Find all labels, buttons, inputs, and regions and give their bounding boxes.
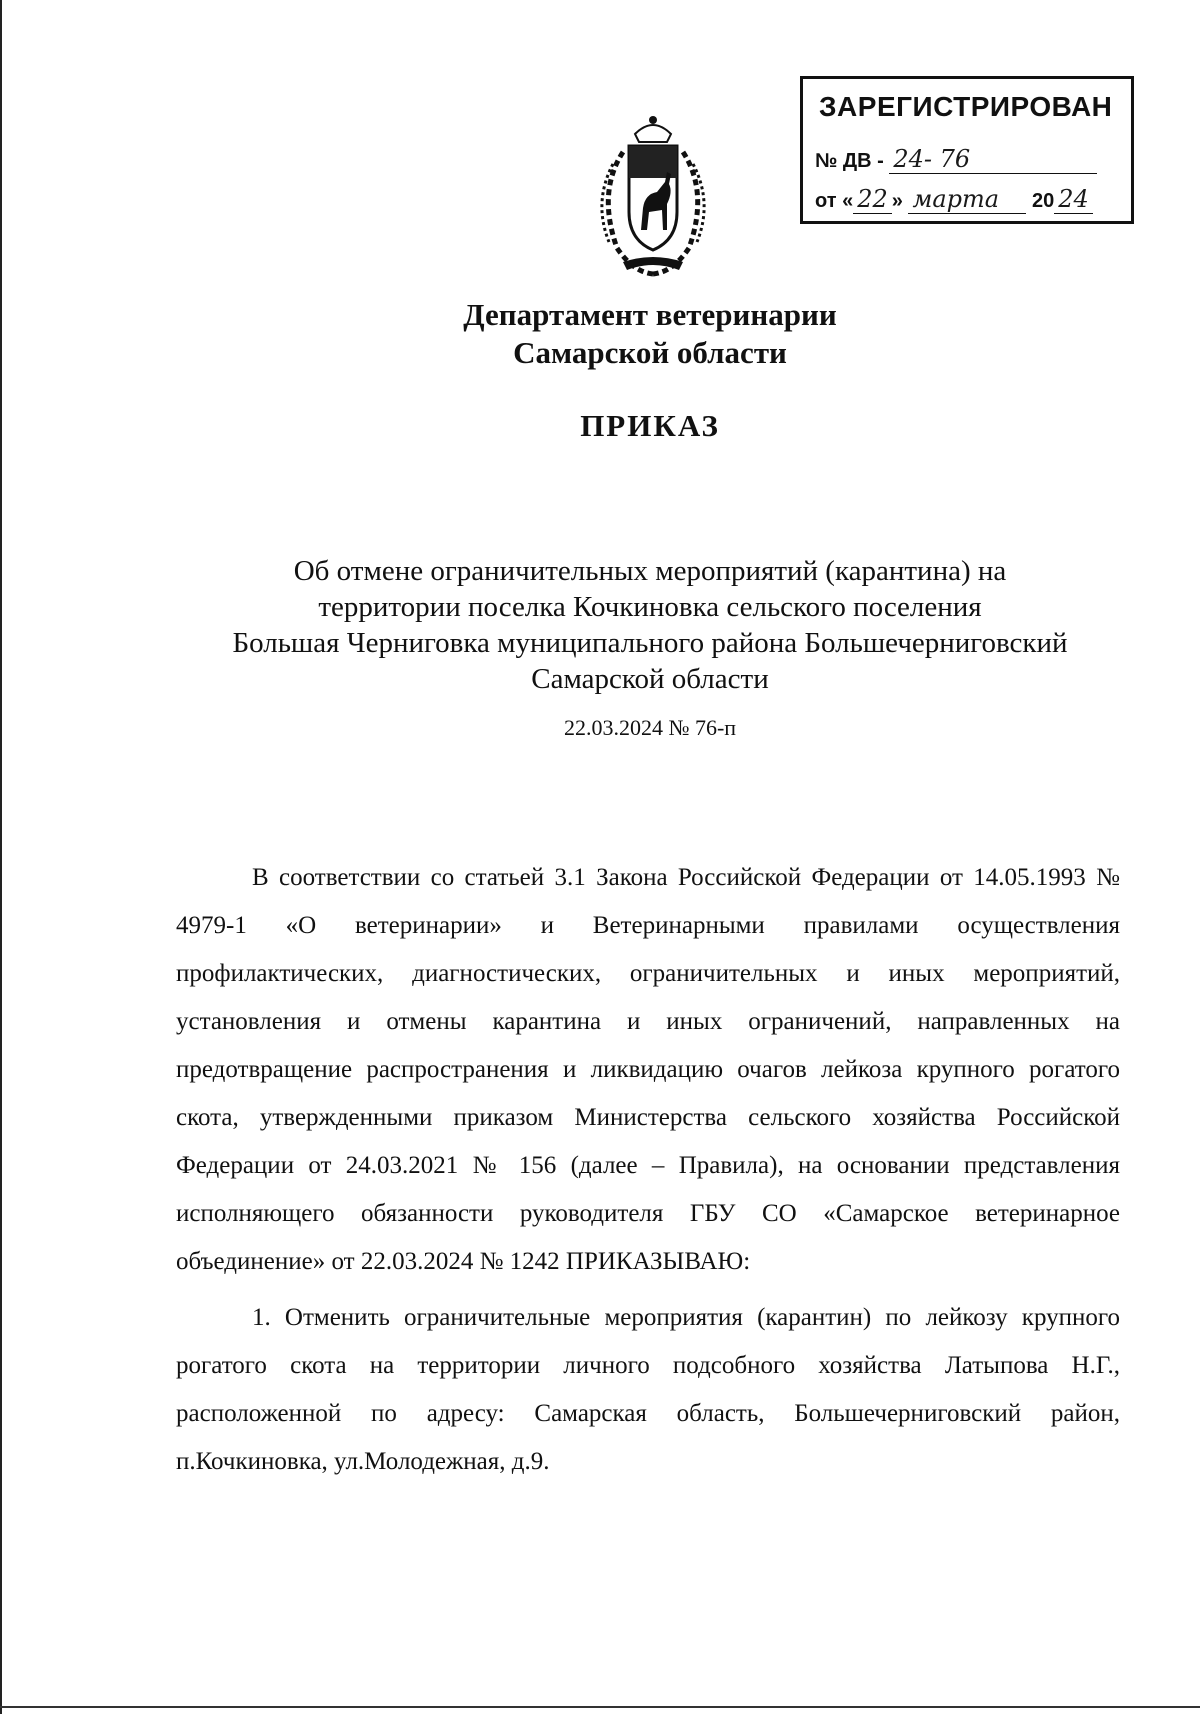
subject-line-2: территории поселка Кочкиновка сельского поселения bbox=[318, 591, 982, 623]
stamp-number-label: № ДВ - bbox=[815, 150, 884, 172]
department-line-2: Самарской области bbox=[513, 335, 787, 370]
scan-bottom-line bbox=[0, 1706, 1200, 1708]
subject-line-3: Большая Черниговка муниципального района Большечерниговский bbox=[232, 627, 1068, 659]
order-body bbox=[176, 854, 1120, 1486]
order-date-number: 22.03.2024 № 76-п bbox=[563, 715, 737, 740]
stamp-title: ЗАРЕГИСТРИРОВАН bbox=[819, 91, 1113, 122]
scan-edge-line bbox=[0, 0, 2, 1714]
order-subject bbox=[0, 553, 1200, 697]
stamp-date-month: марта bbox=[908, 185, 1026, 214]
stamp-date-year-prefix: 20 bbox=[1032, 190, 1055, 212]
stamp-number-handwritten: 24- 76 bbox=[889, 145, 1097, 174]
stamp-date-year-suffix: 24 bbox=[1054, 185, 1093, 214]
order-item-1: 1. Отменить ограничительные мероприятия (карантин) по лейкозу крупного рогатого скота на территории личного подсобного хозяйства Латыпова Н.Г., расположенной по адресу: Самарская область, Большечерниговский район, п.Кочкиновка, ул.Молодежная, д.9. bbox=[176, 1304, 1120, 1475]
preamble-paragraph: В соответствии со статьей 3.1 Закона Российской Федерации от 14.05.1993 № 4979-1 «О ветеринарии» и Ветеринарными правилами осуществления профилактических, диагностических, ограничительных и иных мероприятий, установления и отмены карантина и иных ограничений, направленных на предотвращение распространения и ликвидацию очагов лейкоза крупного рогатого скота, утвержденными приказом Министерства сельского хозяйства Российской Федерации от 24.03.2021 № 156 (далее – Правила), на основании представления исполняющего обязанности руководителя ГБУ СО «Самарское ветеринарное объединение» от 22.03.2024 № 1242 ПРИКАЗЫВАЮ: bbox=[176, 864, 1120, 1275]
department-line-1: Департамент ветеринарии bbox=[463, 297, 837, 332]
registration-stamp bbox=[800, 76, 1134, 224]
coat-of-arms-emblem bbox=[583, 112, 723, 282]
department-name bbox=[0, 296, 1200, 372]
subject-line-4: Самарской области bbox=[531, 663, 769, 695]
stamp-date-day: 22 bbox=[853, 185, 892, 214]
subject-line-1: Об отмене ограничительных мероприятий (карантина) на bbox=[293, 555, 1007, 587]
stamp-date-line bbox=[815, 185, 1093, 214]
stamp-number-line bbox=[815, 145, 1097, 174]
stamp-date-mid: » bbox=[891, 190, 903, 212]
stamp-date-prefix: от « bbox=[815, 190, 854, 212]
document-type-title: ПРИКАЗ bbox=[580, 408, 720, 443]
